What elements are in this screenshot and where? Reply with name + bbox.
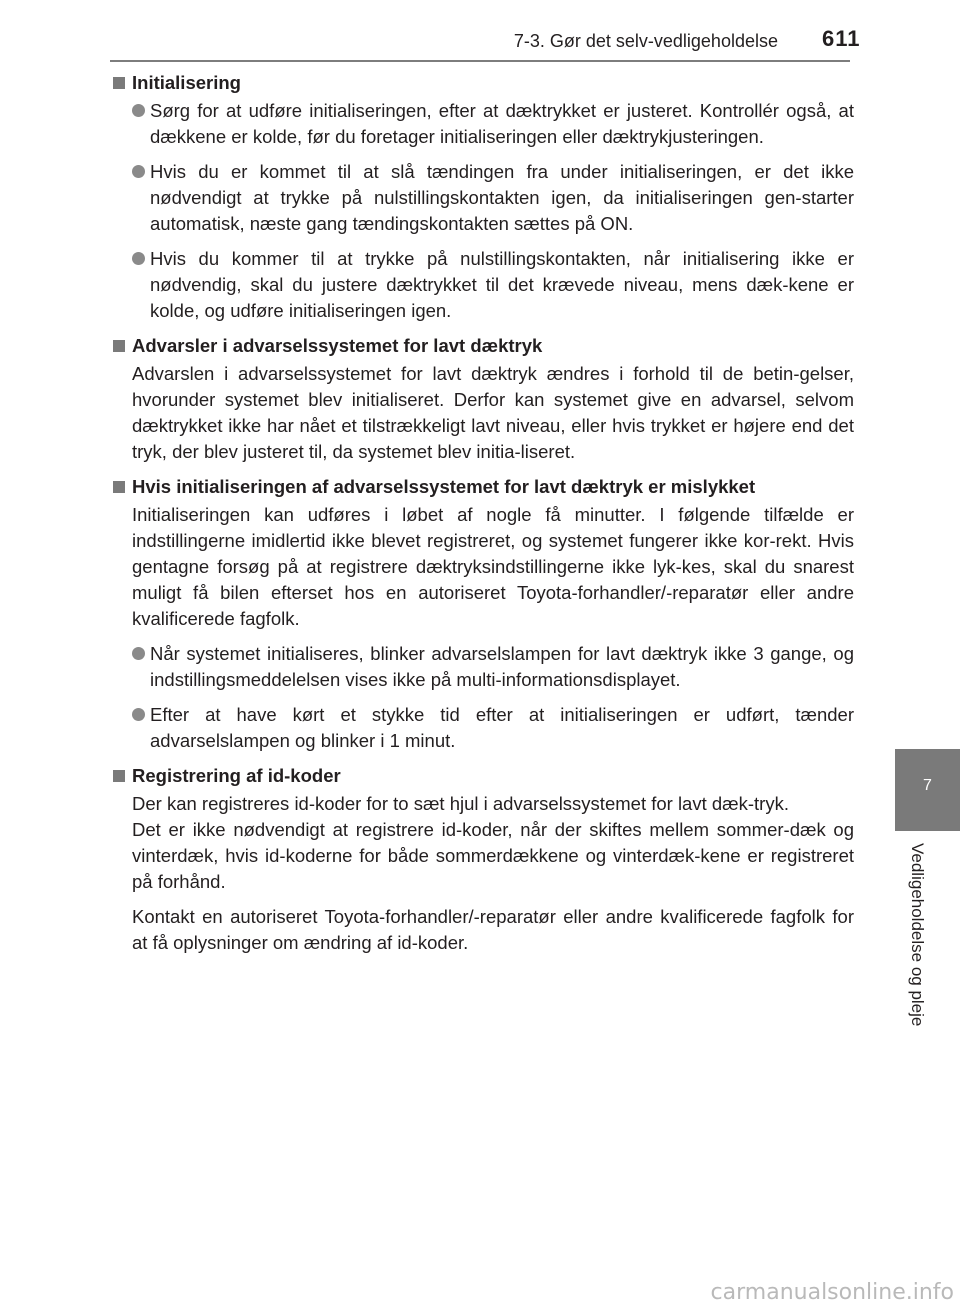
chapter-title-wrap xyxy=(895,843,935,1073)
page-number: 611 xyxy=(822,26,861,51)
paragraph: Initialiseringen kan udføres i løbet af nogle få minutter. I følgende tilfælde er indstillingerne imidlertid ikke blevet registreret, og systemet fungerer ikke kor-rekt. Hvis gentagne forsøg på at registrere dæktryksindstillingerne ikke lyk-kes, skal du snarest muligt få bilen efterset hos en autoriseret Toyota-forhandler/-reparatør eller andre kvalificerede fagfolk. xyxy=(132,504,854,629)
chapter-title: Vedligeholdelse og pleje xyxy=(908,843,927,1027)
section-heading: Registrering af id-koder xyxy=(112,763,854,789)
list-item: Hvis du kommer til at trykke på nulstillingskontakten, når initialisering ikke er nødvendig, skal du justere dæktrykket til det krævede niveau, mens dæk-kene er kolde, og udføre initialiseringen igen. xyxy=(112,246,854,324)
paragraph: Kontakt en autoriseret Toyota-forhandler/-reparatør eller andre kvalificerede fagfolk for at få oplysninger om ændring af id-koder. xyxy=(132,906,854,953)
section-id-koder xyxy=(112,763,854,956)
section-mislykket xyxy=(112,474,854,754)
list-item: Hvis du er kommet til at slå tændingen fra under initialiseringen, er det ikke nødvendigt at trykke på nulstillingskontakten igen, da initialiseringen gen-starter automatisk, næste gang tændingskontakten sættes på ON. xyxy=(112,159,854,237)
section-title: 7-3. Gør det selv-vedligeholdelse xyxy=(513,31,778,51)
section-advarsler xyxy=(112,333,854,465)
section-heading: Advarsler i advarselssystemet for lavt dæktryk xyxy=(112,333,854,359)
page-content xyxy=(112,70,854,965)
chapter-tab[interactable] xyxy=(895,749,960,831)
paragraph: Advarslen i advarselssystemet for lavt dæktryk ændres i forhold til de betin-gelser, hvorunder systemet blev initialiseret. Derfor kan systemet give en advarsel, selvom dæktrykket ikke har nået et tilstrækkeligt lavt niveau, eller hvis trykket er højere end det tryk, der blev justeret til, da systemet blev initia-liseret. xyxy=(132,363,854,462)
section-initialisering xyxy=(112,70,854,324)
list-item: Når systemet initialiseres, blinker advarselslampen for lavt dæktryk ikke 3 gange, og indstillingsmeddelelsen vises ikke på multi-informationsdisplayet. xyxy=(112,641,854,693)
watermark: carmanualsonline.info xyxy=(710,1280,954,1305)
paragraph: Der kan registreres id-koder for to sæt hjul i advarselssystemet for lavt dæk-tryk. xyxy=(132,793,789,814)
list-item: Efter at have kørt et stykke tid efter at initialiseringen er udført, tænder advarselslampen og blinker i 1 minut. xyxy=(112,702,854,754)
header-rule xyxy=(110,60,850,62)
section-heading: Hvis initialiseringen af advarselssystemet for lavt dæktryk er mislykket xyxy=(112,474,854,500)
section-heading: Initialisering xyxy=(112,70,854,96)
paragraph: Det er ikke nødvendigt at registrere id-koder, når der skiftes mellem sommer-dæk og vinterdæk, hvis id-koderne for både sommerdækkene og vinterdæk-kene er registreret på forhånd. xyxy=(132,819,854,892)
list-item: Sørg for at udføre initialiseringen, efter at dæktrykket er justeret. Kontrollér også, at dækkene er kolde, før du foretager initialiseringen eller dæktrykjusteringen. xyxy=(112,98,854,150)
chapter-number: 7 xyxy=(923,777,932,794)
